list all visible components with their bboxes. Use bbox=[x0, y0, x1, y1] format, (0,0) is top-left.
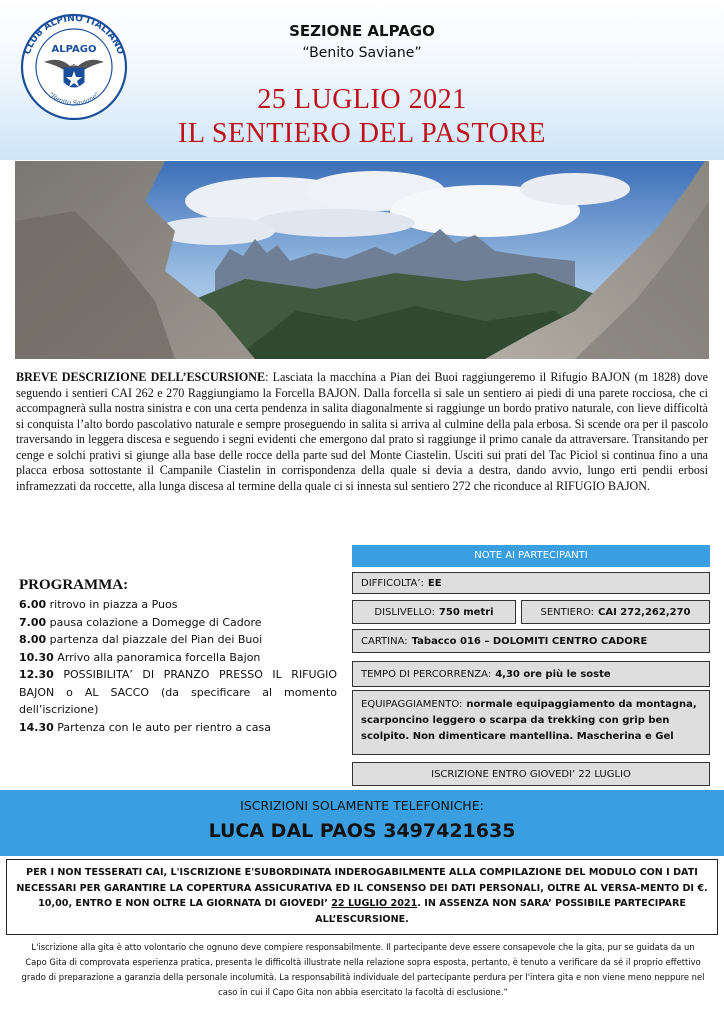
equipment-box bbox=[352, 690, 710, 755]
description-text: : Lasciata la macchina a Pian dei Buoi raggiungeremo il Rifugio BAJON (m 1828) dove seguendo i sentieri CAI 262 e 270 Raggiungiamo la Forcella BAJON. Dalla forcella si sale un sentiero ai piedi di una parete rocciosa, che ci accompagnerà sulla nostra sinistra e con una certa pendenza in salita diagonalmente si raggiunge un bordo prativo naturale, con lieve difficoltà si conquista l’alto bordo pascolativo naturale e sempre proseguendo in salita si arriva al culmine della pala erbosa. Si scende ora per il pascolo traversando in leggera discesa e seguendo i segni evidenti che emergono dal prato si raggiunge il primo canale da attraversare. Transitando per cenge e solchi prativi si giunge alla base delle rocce della parte sud del Monte Ciastelin. Usciti sui prati del Tac Piciol si continua fino a una placca erbosa sottostante il Campanile Ciastelin in corrispondenza della quale si devia a destra, dando avvio, lungo erti pendii erbosi inframezzati da roccette, alla lunga discesa al termine della quale ci si innesta sul sentiero 272 che riconduce al RIFUGIO BAJON. bbox=[16, 370, 708, 493]
header bbox=[0, 0, 724, 160]
excursion-description bbox=[16, 370, 708, 494]
program-item bbox=[19, 631, 337, 649]
event-date: 25 LUGLIO 2021 bbox=[257, 84, 467, 115]
phone-caption: ISCRIZIONI SOLAMENTE TELEFONICHE: bbox=[240, 798, 484, 813]
logo-ring-text-bottom: "Benito Saviane" bbox=[47, 90, 101, 108]
section-name: SEZIONE ALPAGO bbox=[289, 22, 435, 40]
program-list bbox=[19, 596, 337, 736]
elevation-value: 750 metri bbox=[438, 606, 494, 618]
map-box bbox=[352, 629, 710, 653]
trail-label: SENTIERO: bbox=[540, 606, 595, 618]
difficulty-value: EE bbox=[427, 577, 442, 589]
program-item-text: ritrovo in piazza a Puos bbox=[49, 598, 178, 611]
program-item-time: 6.00 bbox=[19, 598, 47, 611]
section-dedication: “Benito Saviane” bbox=[302, 45, 422, 61]
equipment-value: normale equipaggiamento da montagna, scarponcino leggero o scarpa da trekking con grip ben scolpito. Non dimenticare mantellina. Mascherina e Gel bbox=[361, 699, 697, 742]
registration-deadline: ISCRIZIONE ENTRO GIOVEDI’ 22 LUGLIO bbox=[431, 768, 631, 780]
difficulty-label: DIFFICOLTA’: bbox=[361, 577, 424, 589]
logo-ring-text-top: CLUB ALPINO ITALIANO bbox=[21, 12, 127, 56]
logo-badge-text: CAI bbox=[71, 63, 77, 67]
program-item-time: 12.30 bbox=[19, 668, 54, 681]
logo-center-text: ALPAGO bbox=[51, 44, 97, 55]
event-title: IL SENTIERO DEL PASTORE bbox=[178, 118, 546, 149]
insurance-notice bbox=[6, 859, 718, 935]
difficulty-box bbox=[352, 572, 710, 594]
notes-header: NOTE AI PARTECIPANTI bbox=[352, 545, 710, 567]
trail-value: CAI 272,262,270 bbox=[598, 606, 691, 618]
phone-band bbox=[0, 790, 724, 856]
description-heading: BREVE DESCRIZIONE DELL’ESCURSIONE bbox=[16, 370, 266, 384]
program-item bbox=[19, 614, 337, 632]
program-item-time: 7.00 bbox=[19, 615, 47, 629]
program-item-time: 14.30 bbox=[19, 720, 54, 734]
program-item bbox=[19, 666, 337, 719]
disclaimer: L'iscrizione alla gita è atto volontario che ognuno deve compiere responsabilmente. Il partecipante deve essere consapevole che la gita, pur se guidata da un Capo Gita di comprovata esperienza pratica, presenta le difficoltà illustrate nella relazione sopra esposta, pertanto, è tenuto a verificare da sé il proprio effettivo grado di preparazione a garanzia della personale incolumità. La responsabilità individuale del partecipante perdura per l'intera gita e non viene meno neppure nel caso in cui il Capo Gita non abbia esercitato la facoltà di esclusione.” bbox=[21, 942, 705, 997]
program-item bbox=[19, 596, 337, 614]
program-item-text: Arrivo alla panoramica forcella Bajon bbox=[57, 650, 261, 664]
program-item-text: pausa colazione a Domegge di Cadore bbox=[49, 615, 262, 629]
time-label: TEMPO DI PERCORRENZA: bbox=[361, 668, 492, 680]
elevation-label: DISLIVELLO: bbox=[374, 606, 435, 618]
contact-name-phone: LUCA DAL PAOS 3497421635 bbox=[208, 820, 516, 842]
insurance-text-before: PER I NON TESSERATI CAI, L'ISCRIZIONE E'SUBORDINATA INDEROGABILMENTE ALLA COMPILAZIONE DEL MODULO CON I DATI NECESSARI PER GARANTIRE LA COPERTURA ASSICURATIVA ED IL CONSENSO DEI DATI PERSONALI, OLTRE AL VERSA-MENTO DI €. 10,00, ENTRO E NON OLTRE LA GIORNATA DI GIOVEDI’ bbox=[16, 867, 708, 909]
time-box bbox=[352, 661, 710, 687]
program-item-text: POSSIBILITA’ DI PRANZO PRESSO IL RIFUGIO BAJON o AL SACCO (da specificare al momento dell’iscrizione) bbox=[19, 668, 337, 716]
deadline-box bbox=[352, 762, 710, 786]
time-value: 4,30 ore più le soste bbox=[495, 668, 611, 680]
program-title: PROGRAMMA: bbox=[19, 577, 129, 593]
program-item bbox=[19, 719, 337, 737]
trail-box bbox=[521, 600, 710, 624]
program-item-time: 8.00 bbox=[19, 633, 47, 646]
insurance-text-after: . IN ASSENZA NON SARA’ POSSIBILE PARTECIPARE ALL’ESCURSIONE. bbox=[315, 898, 686, 925]
program-item-text: Partenza con le auto per rientro a casa bbox=[57, 720, 271, 734]
program-item bbox=[19, 649, 337, 667]
program-item-text: partenza dal piazzale del Pian dei Buoi bbox=[49, 633, 263, 646]
program-item-time: 10.30 bbox=[19, 650, 54, 664]
elevation-box bbox=[352, 600, 516, 624]
map-label: CARTINA: bbox=[361, 635, 408, 647]
mountain-photo bbox=[15, 161, 709, 359]
equipment-label: EQUIPAGGIAMENTO: bbox=[361, 699, 463, 710]
map-value: Tabacco 016 – DOLOMITI CENTRO CADORE bbox=[411, 635, 648, 647]
insurance-date: 22 LUGLIO 2021 bbox=[331, 898, 418, 909]
